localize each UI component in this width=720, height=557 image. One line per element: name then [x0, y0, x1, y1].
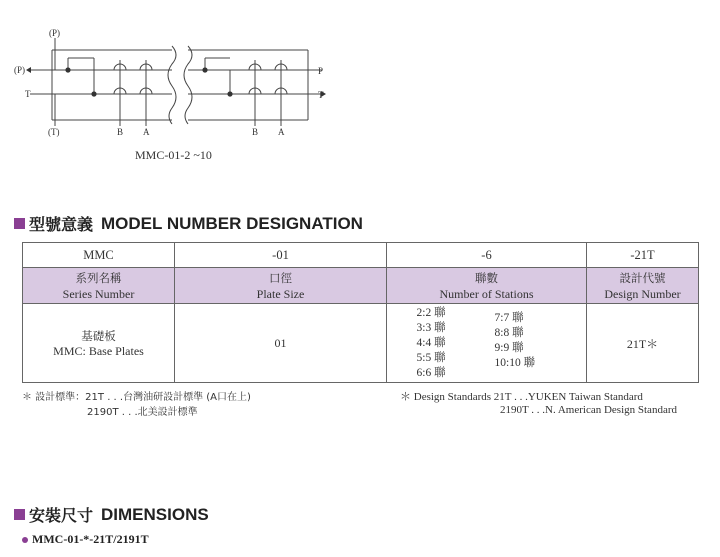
header-plate-size-en: Plate Size — [256, 286, 305, 301]
code-row — [23, 243, 699, 268]
header-series-en: Series Number — [62, 286, 135, 301]
stations-col-right — [495, 306, 555, 381]
label-t-right: T — [318, 90, 324, 100]
station-item: 4:4 聯 — [416, 336, 446, 349]
note-zh-line1: ＊ 設計標準：21T . . .台灣油研設計標準 (A口在上) — [22, 392, 251, 403]
section-model-number — [14, 212, 363, 235]
section-dimensions-title-zh: 安裝尺寸 — [29, 506, 94, 525]
model-designation-table — [22, 242, 699, 383]
station-item: 2:2 聯 — [416, 306, 446, 319]
label-b-2: B — [252, 127, 259, 137]
base-plate-circuit-diagram — [0, 0, 340, 145]
note-en-line1: ＊ Design Standards 21T . . .YUKEN Taiwan Standard — [400, 391, 643, 403]
header-stations-zh: 聯數 — [475, 270, 498, 285]
code-series: MMC — [23, 243, 175, 268]
station-item: 8:8 聯 — [494, 326, 524, 339]
station-item: 3:3 聯 — [416, 321, 446, 334]
code-design: -21T — [587, 243, 699, 268]
header-row — [23, 268, 699, 304]
label-a-1: A — [143, 127, 150, 137]
note-en-line2: 2190T . . .N. American Design Standard — [500, 404, 677, 416]
station-item: 7:7 聯 — [494, 311, 524, 324]
header-stations-en: Number of Stations — [439, 286, 534, 301]
stations-list — [417, 306, 557, 381]
series-zh: 基礎板 — [81, 328, 116, 343]
header-design-en: Design Number — [604, 286, 681, 301]
label-p-left: (P) — [14, 65, 25, 75]
header-stations — [387, 268, 587, 304]
cell-plate-size: 01 — [175, 304, 387, 383]
label-t-bottom: (T) — [48, 127, 60, 137]
label-t-left: T — [25, 89, 31, 99]
label-p-top: (P) — [49, 28, 60, 38]
section-model-title-en: MODEL NUMBER DESIGNATION — [101, 213, 363, 233]
code-plate-size: -01 — [175, 243, 387, 268]
section-dimensions — [14, 503, 209, 526]
section-dimensions-title-en: DIMENSIONS — [101, 504, 209, 524]
diagram-caption: MMC-01-2 ~10 — [135, 148, 212, 162]
section-square-icon — [14, 509, 25, 520]
note-zh-line2: 2190T . . .北美設計標準 — [87, 407, 198, 418]
dimensions-subheading-text: MMC-01-*-21T/2191T — [32, 532, 149, 546]
body-row — [23, 304, 699, 383]
label-a-2: A — [278, 127, 285, 137]
bullet-dot-icon — [22, 537, 28, 543]
station-item: 9:9 聯 — [494, 341, 524, 354]
header-series-zh: 系列名稱 — [75, 270, 122, 285]
section-model-title-zh: 型號意義 — [29, 215, 94, 234]
cell-stations — [387, 304, 587, 383]
code-stations: -6 — [387, 243, 587, 268]
cell-design: 21T＊ — [587, 304, 699, 383]
section-square-icon — [14, 218, 25, 229]
dimensions-subheading — [22, 532, 149, 547]
series-en: MMC: Base Plates — [53, 343, 144, 358]
stations-col-left — [417, 306, 487, 381]
header-series — [23, 268, 175, 304]
label-b-1: B — [117, 127, 124, 137]
header-design-zh: 設計代號 — [619, 270, 666, 285]
station-item: 10:10 聯 — [494, 356, 536, 369]
header-plate-size-zh: 口徑 — [269, 270, 292, 285]
station-item: 6:6 聯 — [416, 366, 446, 379]
label-p-right: P — [318, 66, 324, 76]
header-plate-size — [175, 268, 387, 304]
cell-series — [23, 304, 175, 383]
station-item: 5:5 聯 — [416, 351, 446, 364]
header-design — [587, 268, 699, 304]
